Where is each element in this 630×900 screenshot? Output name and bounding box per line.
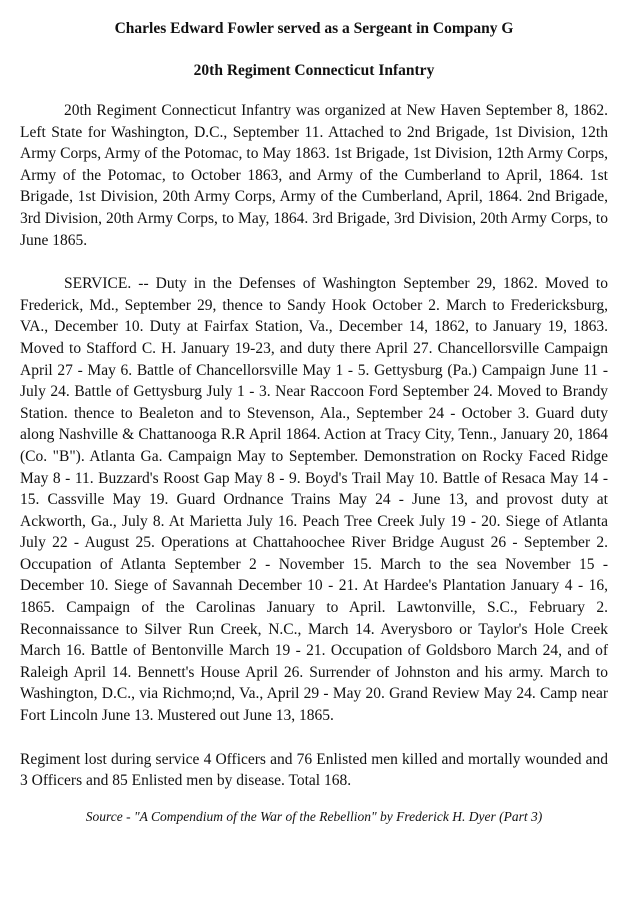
organization-paragraph: 20th Regiment Connecticut Infantry was organized at New Haven September 8, 1862. Left State for Washington, D.C., September 11. Attached to 2nd Brigade, 1st Division, 12th Army Corps, Army of the Potomac, to May 1863. 1st Brigade, 1st Division, 12th Army Corps, Army of the Potomac, to October 1863, and Army of the Cumberland to April, 1864. 1st Brigade, 1st Division, 20th Army Corps, Army of the Cumberland, April, 1864. 2nd Brigade, 3rd Division, 20th Army Corps, to May, 1864. 3rd Brigade, 3rd Division, 20th Army Corps, to June 1865. — [20, 102, 608, 249]
losses-paragraph: Regiment lost during service 4 Officers and 76 Enlisted men killed and mortally wounded and 3 Officers and 85 Enlisted men by disease. Total 168. — [20, 750, 608, 790]
service-paragraph: SERVICE. -- Duty in the Defenses of Washington September 29, 1862. Moved to Frederick, Md., September 29, thence to Sandy Hook October 2. March to Fredericksburg, VA., December 10. Duty at Fairfax Station, Va., December 14, 1862, to January 19, 1863. Moved to Stafford C. H. January 19-23, and duty there April 27. Chancellorsville Campaign April 27 - May 6. Battle of Chancellorsville May 1 - 5. Gettysburg (Pa.) Campaign June 11 - July 24. Battle of Gettysburg July 1 - 3. Near Raccoon Ford September 24. Moved to Brandy Station. thence to Bealeton and to Stevenson, Ala., September 24 - October 3. Guard duty along Nashville & Chattanooga R.R April 1864. Action at Tracy City, Tenn., January 20, 1864 (Co. "B"). Atlanta Ga. Campaign May to September. Demonstration on Rocky Faced Ridge May 8 - 11. Buzzard's Roost Gap May 8 - 9. Boyd's Trail May 10. Battle of Resaca May 14 - 15. Cassville May 19. Guard Ordnance Trains May 24 - June 13, and provost duty at Ackworth, Ga., July 8. At Marietta July 16. Peach Tree Creek July 19 - 20. Siege of Atlanta July 22 - August 25. Operations at Chattahoochee River Bridge August 26 - September 2. Occupation of Atlanta September 2 - November 15. March to the sea November 15 - December 10. Siege of Savannah December 10 - 21. At Hardee's Plantation January 4 - 16, 1865. Campaign of the Carolinas January to April. Lawtonville, S.C., February 2. Reconnaissance to Silver Run Creek, N.C., March 14. Averysboro or Taylor's Hole Creek March 16. Battle of Bentonville March 19 - 21. Occupation of Goldsboro March 24, and of Raleigh April 14. Bennett's House April 26. Surrender of Johnston and his army. March to Washington, D.C., via Richmo;nd, Va., April 29 - May 20. Grand Review May 24. Camp near Fort Lincoln June 13. Mustered out June 13, 1865. — [20, 275, 608, 725]
document-title: Charles Edward Fowler served as a Sergeant in Company G — [114, 20, 514, 37]
source-citation: Source - "A Compendium of the War of the Rebellion" by Frederick H. Dyer (Part 3) — [85, 808, 543, 824]
regiment-heading: 20th Regiment Connecticut Infantry — [193, 62, 435, 79]
